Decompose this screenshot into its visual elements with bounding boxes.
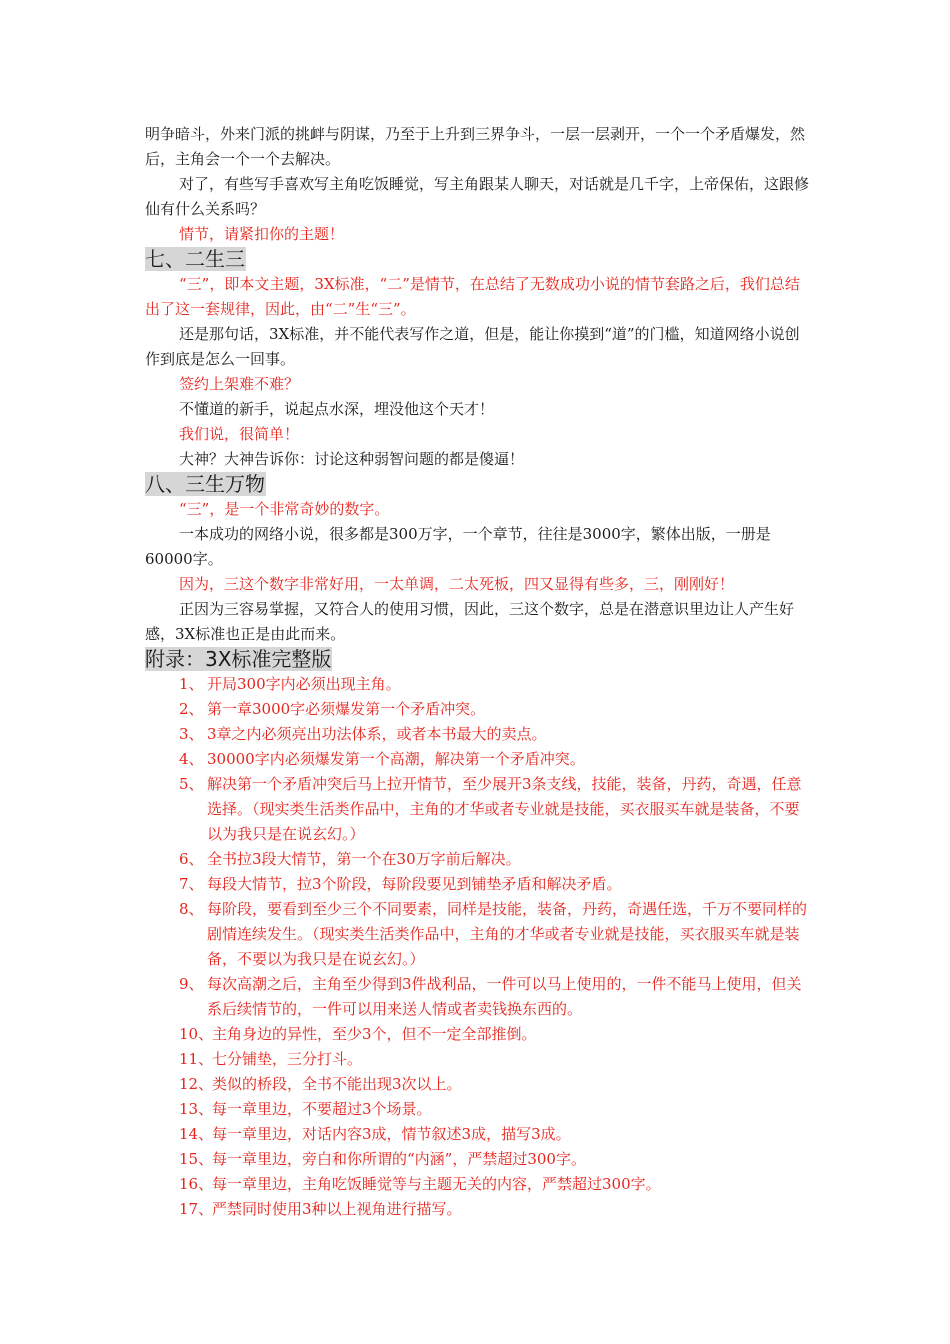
list-item: 6、 全书拉3段大情节，第一个在30万字前后解决。: [179, 850, 521, 868]
list-item: 11、 七分铺垫，三分打斗。: [179, 1050, 363, 1068]
list-item: 16、 每一章里边，主角吃饭睡觉等与主题无关的内容，严禁超过300字。: [179, 1175, 661, 1193]
list-item: 10、 主角身边的异性，至少3个，但不一定全部推倒。: [179, 1025, 537, 1043]
paragraph: 一本成功的网络小说，很多都是300万字，一个章节，往往是3000字，繁体出版，一册是60000字。: [145, 525, 771, 568]
highlight-paragraph: 情节，请紧扣你的主题！: [179, 225, 345, 243]
highlight-paragraph: 因为，三这个数字非常好用，一太单调，二太死板，四又显得有些多，三，刚刚好！: [179, 575, 735, 593]
paragraph: 正因为三容易掌握，又符合人的使用习惯，因此，三这个数字，总是在潜意识里边让人产生好感，3X标准也正是由此而来。: [145, 600, 795, 643]
paragraph: 不懂道的新手，说起点水深，埋没他这个天才！: [179, 400, 495, 418]
highlight-paragraph: “三”，即本文主题，3X标准，“二”是情节，在总结了无数成功小说的情节套路之后，我们总结出了这一套规律，因此，由“二”生“三”。: [145, 275, 800, 318]
list-item: 13、 每一章里边，不要超过3个场景。: [179, 1100, 432, 1118]
list-item: 5、 解决第一个矛盾冲突后马上拉开情节，至少展开3条支线，技能，装备，丹药，奇遇，任意选择。（现实类生活类作品中，主角的才华或者专业就是技能，买衣服买车就是装备，不要以为我只是在说玄幻。）: [179, 775, 802, 843]
document-body: [145, 122, 810, 1222]
list-item: 8、 每阶段，要看到至少三个不同要素，同样是技能，装备，丹药，奇遇任选，千万不要同样的剧情连续发生。（现实类生活类作品中，主角的才华或者专业就是技能，买衣服买车就是装备，不要以为我只是在说玄幻。）: [179, 900, 808, 968]
highlight-paragraph: “三”，是一个非常奇妙的数字。: [179, 500, 390, 518]
list-item: 15、 每一章里边，旁白和你所谓的“内涵”，严禁超过300字。: [179, 1150, 586, 1168]
appendix-heading: 附录：3X标准完整版: [145, 647, 332, 671]
list-item: 1、 开局300字内必须出现主角。: [179, 675, 401, 693]
paragraph: 还是那句话，3X标准，并不能代表写作之道，但是，能让你摸到“道”的门槛，知道网络小说创作到底是怎么一回事。: [145, 325, 800, 368]
highlight-paragraph: 签约上架难不难？: [179, 375, 300, 393]
list-item: 12、 类似的桥段，全书不能出现3次以上。: [179, 1075, 462, 1093]
paragraph: 大神？大神告诉你：讨论这种弱智问题的都是傻逼！: [179, 450, 525, 468]
section-heading-8: 八、三生万物: [145, 472, 265, 496]
paragraph: 对了，有些写手喜欢写主角吃饭睡觉，写主角跟某人聊天，对话就是几千字，上帝保佑，这跟修仙有什么关系吗？: [145, 175, 810, 218]
list-item: 3、 3章之内必须亮出功法体系，或者本书最大的卖点。: [179, 725, 547, 743]
paragraph-continued: 明争暗斗，外来门派的挑衅与阴谋，乃至于上升到三界争斗，一层一层剥开，一个一个矛盾爆发，然后，主角会一个一个去解决。: [145, 125, 806, 168]
list-item: 7、 每段大情节，拉3个阶段，每阶段要见到铺垫矛盾和解决矛盾。: [179, 875, 622, 893]
list-item: 17、 严禁同时使用3种以上视角进行描写。: [179, 1200, 462, 1218]
highlight-paragraph: 我们说，很简单！: [179, 425, 300, 443]
list-item: 9、 每次高潮之后，主角至少得到3件战利品，一件可以马上使用的，一件不能马上使用，但关系后续情节的，一件可以用来送人情或者卖钱换东西的。: [179, 975, 802, 1018]
list-item: 2、 第一章3000字必须爆发第一个矛盾冲突。: [179, 700, 486, 718]
section-heading-7: 七、二生三: [145, 247, 245, 271]
list-item: 4、 30000字内必须爆发第一个高潮，解决第一个矛盾冲突。: [179, 750, 585, 768]
standard-list: [145, 672, 810, 1222]
list-item: 14、 每一章里边，对话内容3成，情节叙述3成，描写3成。: [179, 1125, 571, 1143]
